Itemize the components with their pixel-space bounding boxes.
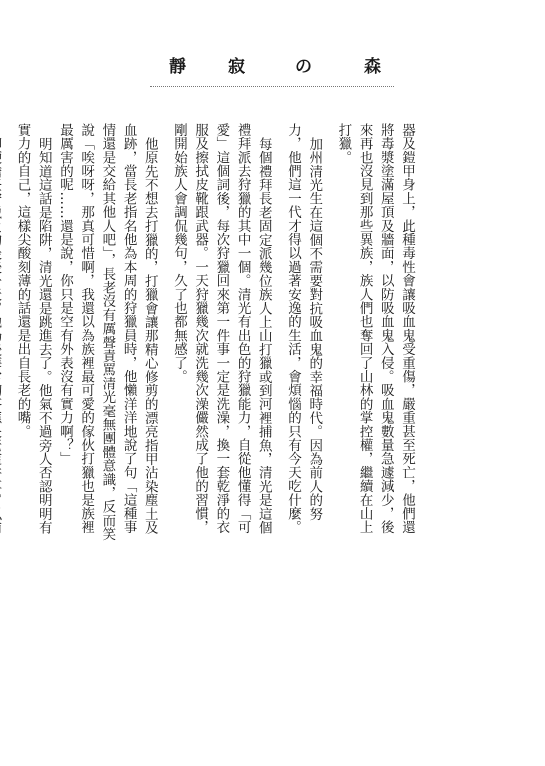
title-char-2: 寂 xyxy=(228,57,245,77)
body-text xyxy=(0,123,417,543)
title-char-3: の xyxy=(295,57,312,77)
paragraph-4: 他原先不想去打獵的，打獵會讓那精心修剪的漂亮指甲沾染塵土及血跡，當長老指名他為本周的狩獵員時，他懶洋洋地說了句「這種事情還是交給其他人吧」，長老沒有厲聲責罵清光毫無團體意識，反而笑說「唉呀呀，那真可惜啊，我還以為族裡最可愛的傢伙打獵也是族裡最厲害的呢……還是說，你只是空有外表沒有實力啊？」 xyxy=(56,123,158,541)
title-char-4: 森 xyxy=(364,57,381,77)
paragraph-2: 加州清光生在這個不需要對抗吸血鬼的幸福時代。因為前人的努力，他們這一代才得以過著安逸的生活，會煩惱的只有今天吃什麼。 xyxy=(284,123,323,534)
header-divider xyxy=(150,86,394,87)
paragraph-1: 器及鎧甲身上，此種毒性會讓吸血鬼受重傷，嚴重甚至死亡，他們還將毒漿塗滿屋頂及牆面，以防吸血鬼入侵。吸血鬼數量急遽減少，後來再也沒見到那些異族，族人們也奪回了山林的掌控權，繼續在山上打獵。 xyxy=(335,123,415,534)
paragraph-5: 明知道這話是陷阱，清光還是跳進去了。他氣不過旁人否認明明有實力的自己，這樣尖酸刻薄的話還是出自長老的嘴。 xyxy=(14,123,52,534)
title-char-1: 靜 xyxy=(169,57,186,77)
paragraph-3: 每個禮拜長老固定派幾位族人上山打獵或到河裡捕魚，清光是這個禮拜派去狩獵的其中一個。清光有出色的狩獵能力，自從他懂得「可愛」這個詞後，每次狩獵回來第一件事一定是洗澡，換一套乾淨的衣服及擦拭皮靴跟武器。一天狩獵幾次就洗幾次澡儼然成了他的習慣，剛開始族人會調侃幾句，久了也都無感了。 xyxy=(170,123,272,534)
paragraph-6 xyxy=(0,123,3,543)
